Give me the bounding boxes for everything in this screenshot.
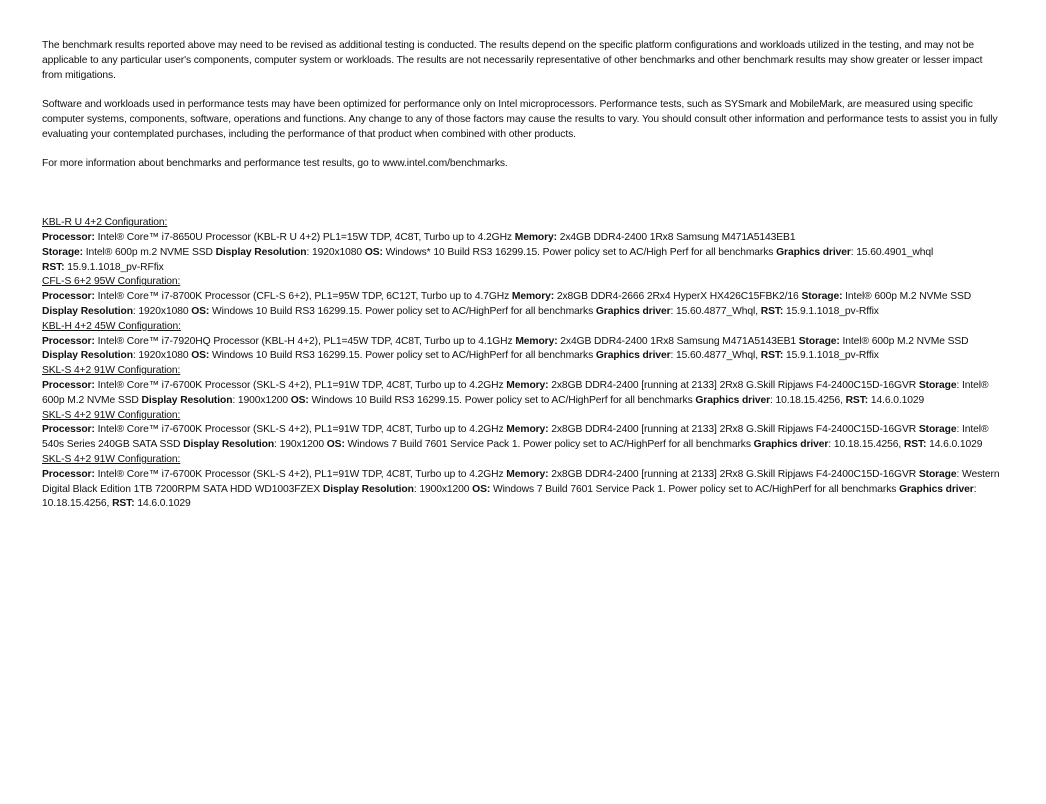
spec-value: Intel® Core™ i7-6700K Processor (SKL-S 4+2), PL1=91W TDP, 4C8T, Turbo up to 4.2GHz — [94, 379, 507, 391]
spec-label: Display Resolution — [215, 246, 307, 258]
spec-label: Graphics driver — [753, 439, 829, 451]
spec-value: Intel® Core™ i7-8700K Processor (CFL-S 6+2), PL1=95W TDP, 6C12T, Turbo up to 4.7GHz — [94, 291, 512, 303]
spec-label: RST: — [903, 439, 927, 451]
spec-label: Processor: — [42, 468, 95, 480]
spec-label: RST: — [760, 305, 784, 317]
spec-label: Memory: — [506, 424, 549, 436]
configurations-list — [42, 216, 1004, 512]
spec-label: OS: — [326, 439, 345, 451]
spec-value: 15.9.1.1018_pv-Rffix — [783, 305, 879, 317]
configuration-details — [42, 335, 1004, 365]
spec-value: : 190x1200 — [274, 439, 327, 451]
configuration-details — [42, 468, 1004, 512]
spec-label: Display Resolution — [183, 439, 275, 451]
configuration-kbl-r-u — [42, 216, 1004, 275]
spec-value: Intel® 600p m.2 NVME SSD — [82, 246, 216, 258]
spec-value: 2x8GB DDR4-2400 [running at 2133] 2Rx8 G.Skill Ripjaws F4-2400C15D-16GVR — [548, 379, 919, 391]
spec-label: Memory: — [514, 231, 557, 243]
configuration-cfl-s — [42, 275, 1004, 319]
spec-value: 2x8GB DDR4-2400 [running at 2133] 2Rx8 G.Skill Ripjaws F4-2400C15D-16GVR — [548, 424, 919, 436]
disclaimer-paragraph-1: The benchmark results reported above may need to be revised as additional testing is conducted. The results depend on the specific platform configurations and workloads utilized in the testing, and may not be applicable to any particular user's components, computer system or workloads. The results are not necessarily representative of other benchmarks and other benchmark results may show greater or lesser impact from mitigations. — [42, 40, 983, 81]
spec-value: : 1900x1200 — [232, 394, 291, 406]
spec-label: RST: — [42, 261, 65, 273]
spec-value: : 10.18.15.4256, — [42, 483, 977, 510]
spec-label: Display Resolution — [42, 350, 133, 362]
spec-value: 14.6.0.1029 — [926, 439, 983, 451]
configuration-kbl-h — [42, 320, 1004, 364]
spec-label: Processor: — [42, 291, 95, 303]
spec-value: : 1900x1200 — [413, 483, 473, 495]
spec-value: 2x8GB DDR4-2400 [running at 2133] 2Rx8 G.Skill Ripjaws F4-2400C15D-16GVR — [548, 468, 919, 480]
spec-value: : 1920x1080 — [132, 305, 192, 317]
spec-label: Graphics driver — [776, 246, 851, 258]
configuration-skl-s-win10 — [42, 364, 1004, 408]
spec-value: Intel® Core™ i7-6700K Processor (SKL-S 4+2), PL1=91W TDP, 4C8T, Turbo up to 4.2GHz — [94, 468, 507, 480]
spec-value: Intel® Core™ i7-8650U Processor (KBL-R U 4+2) PL1=15W TDP, 4C8T, Turbo up to 4.2GHz — [94, 231, 515, 243]
spec-label: Graphics driver — [899, 483, 974, 495]
spec-label: Storage — [918, 379, 957, 391]
spec-value: : 15.60.4877_Whql, — [670, 305, 761, 317]
spec-label: Storage — [918, 468, 957, 480]
spec-label: Processor: — [42, 424, 95, 436]
spec-value: 2x8GB DDR4-2666 2Rx4 HyperX HX426C15FBK2/16 — [554, 291, 802, 303]
spec-label: Display Resolution — [42, 305, 133, 317]
spec-label: Display Resolution — [141, 394, 233, 406]
spec-label: Graphics driver — [695, 394, 770, 406]
spec-label: Processor: — [42, 335, 95, 347]
configuration-details — [42, 423, 1004, 453]
configuration-heading: SKL-S 4+2 91W Configuration: — [42, 409, 181, 421]
spec-value: : Intel® 540s Series 240GB SATA SSD — [42, 424, 989, 451]
spec-label: OS: — [290, 394, 309, 406]
spec-value: 15.9.1.1018_pv-RFfix — [64, 261, 164, 273]
spec-value: : Western Digital Black Edition 1TB 7200RPM SATA HDD WD1003FZEX — [42, 468, 1000, 495]
configuration-heading: SKL-S 4+2 91W Configuration: — [42, 365, 181, 377]
configuration-details — [42, 290, 1004, 320]
disclaimer-paragraph-2: Software and workloads used in performance tests may have been optimized for performance only on Intel microprocessors. Performance tests, such as SYSmark and MobileMark, are measured using specific computer systems, components, software, operations and functions. Any change to any of those factors may cause the results to vary. You should consult other information and performance tests to assist you in fully evaluating your contemplated purchases, including the performance of that product when combined with other products. — [42, 99, 998, 140]
spec-value: Intel® 600p M.2 NVMe SSD — [839, 335, 969, 347]
spec-label: Storage: — [42, 246, 83, 258]
spec-label: Storage — [918, 424, 957, 436]
spec-value: : Intel® 600p M.2 NVMe SSD — [42, 379, 989, 406]
configuration-heading: SKL-S 4+2 91W Configuration: — [42, 453, 181, 465]
spec-value: : 15.60.4877_Whql, — [670, 350, 761, 362]
spec-value: 15.9.1.1018_pv-Rffix — [783, 350, 879, 362]
spec-value: Windows 7 Build 7601 Service Pack 1. Power policy set to AC/HighPerf for all benchmarks — [490, 483, 900, 495]
spec-label: Memory: — [515, 335, 558, 347]
spec-label: Graphics driver — [595, 305, 671, 317]
configuration-heading: KBL-H 4+2 45W Configuration: — [42, 320, 181, 332]
spec-label: Storage: — [801, 291, 843, 303]
spec-label: Memory: — [506, 468, 549, 480]
spec-label: Storage: — [798, 335, 840, 347]
spec-value: : 10.18.15.4256, — [828, 439, 904, 451]
spec-value: Windows 10 Build RS3 16299.15. Power policy set to AC/HighPerf for all benchmarks — [209, 305, 596, 317]
spec-label: Memory: — [506, 379, 549, 391]
spec-label: OS: — [472, 483, 491, 495]
spec-label: OS: — [191, 305, 210, 317]
spec-value: Intel® Core™ i7-7920HQ Processor (KBL-H 4+2), PL1=45W TDP, 4C8T, Turbo up to 4.1GHz — [94, 335, 516, 347]
spec-label: OS: — [364, 246, 383, 258]
spec-label: OS: — [191, 350, 210, 362]
spec-label: Display Resolution — [322, 483, 414, 495]
spec-label: RST: — [845, 394, 869, 406]
spec-value: 14.6.0.1029 — [134, 498, 191, 510]
configuration-details — [42, 231, 1004, 275]
spec-value: Windows 10 Build RS3 16299.15. Power policy set to AC/HighPerf for all benchmarks — [209, 350, 596, 362]
configuration-details — [42, 379, 1004, 409]
spec-value: Windows 7 Build 7601 Service Pack 1. Power policy set to AC/HighPerf for all benchmarks — [344, 439, 754, 451]
benchmarks-info-paragraph: For more information about benchmarks and performance test results, go to www.intel.com/benchmarks. — [42, 158, 508, 170]
spec-label: RST: — [760, 350, 784, 362]
configuration-skl-s-win7-ssd — [42, 409, 1004, 453]
spec-label: Processor: — [42, 231, 95, 243]
configuration-skl-s-win7-hdd — [42, 453, 1004, 512]
spec-label: Memory: — [511, 291, 555, 303]
spec-value: 2x4GB DDR4-2400 1Rx8 Samsung M471A5143EB1 — [557, 335, 799, 347]
spec-label: Processor: — [42, 379, 95, 391]
spec-label: RST: — [112, 498, 135, 510]
configuration-heading: KBL-R U 4+2 Configuration: — [42, 217, 168, 229]
spec-value: 2x4GB DDR4-2400 1Rx8 Samsung M471A5143EB1 — [556, 231, 796, 243]
spec-value: Intel® Core™ i7-6700K Processor (SKL-S 4+2), PL1=91W TDP, 4C8T, Turbo up to 4.2GHz — [94, 424, 507, 436]
document-page — [42, 39, 1004, 512]
spec-value: : 1920x1080 — [132, 350, 192, 362]
spec-value: : 10.18.15.4256, — [770, 394, 846, 406]
spec-value: : 1920x1080 — [306, 246, 365, 258]
spec-value: 14.6.0.1029 — [868, 394, 925, 406]
spec-label: Graphics driver — [595, 350, 671, 362]
spec-value: : 15.60.4901_whql — [850, 246, 934, 258]
configuration-heading: CFL-S 6+2 95W Configuration: — [42, 276, 181, 288]
spec-value: Windows 10 Build RS3 16299.15. Power policy set to AC/HighPerf for all benchmarks — [308, 394, 696, 406]
spec-value: Intel® 600p M.2 NVMe SSD — [842, 291, 972, 303]
spec-value: Windows* 10 Build RS3 16299.15. Power policy set to AC/High Perf for all benchmarks — [382, 246, 777, 258]
